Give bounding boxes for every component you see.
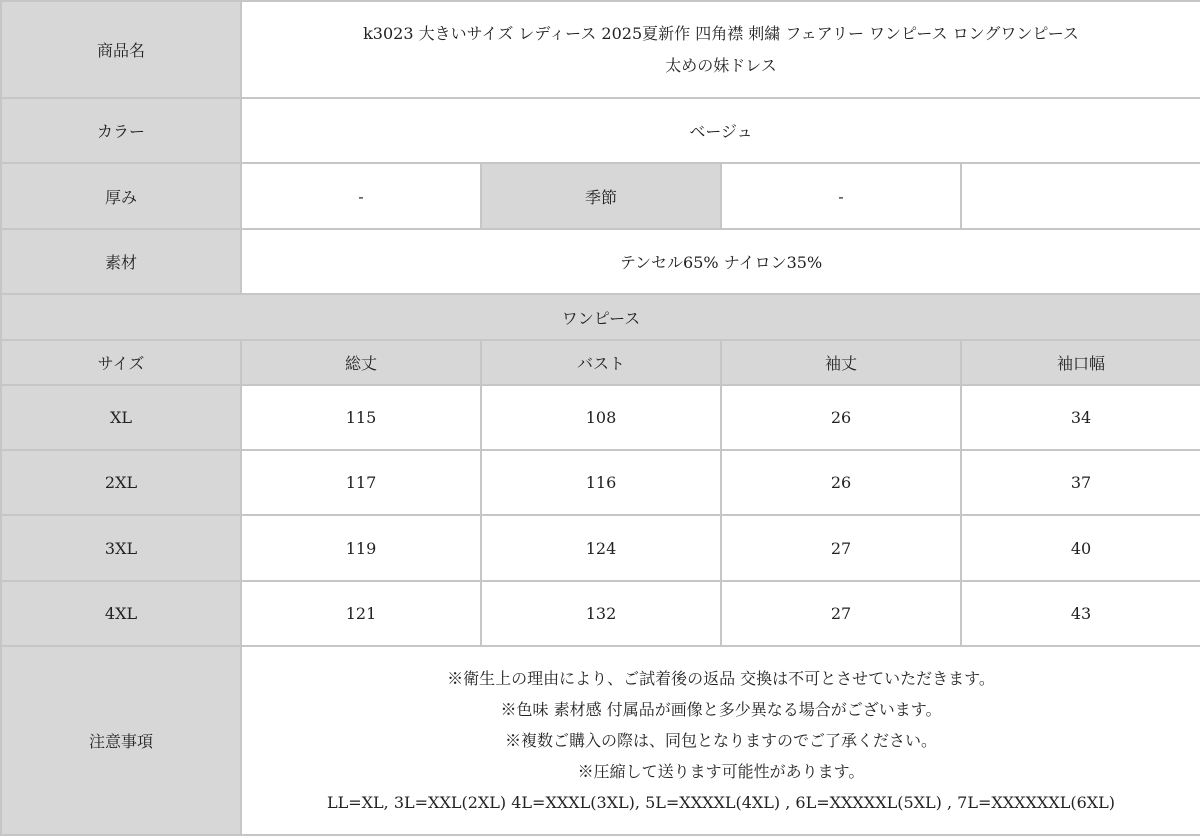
size-cell: XL bbox=[1, 385, 241, 450]
sleeve-length-cell: 26 bbox=[721, 385, 961, 450]
size-header-row bbox=[1, 340, 1200, 385]
size-mapping-line: LL=XL, 3L=XXL(2XL) 4L=XXXL(3XL), 5L=XXXXL(4XL) , 6L=XXXXXL(5XL) , 7L=XXXXXXL(6XL) bbox=[327, 793, 1116, 812]
material-row bbox=[1, 229, 1200, 294]
product-name-label: 商品名 bbox=[1, 1, 241, 98]
bust-cell: 124 bbox=[481, 515, 721, 581]
length-cell: 119 bbox=[241, 515, 481, 581]
thickness-label: 厚み bbox=[1, 163, 241, 229]
thickness-value: - bbox=[241, 163, 481, 229]
color-value: ベージュ bbox=[241, 98, 1200, 163]
product-name-row bbox=[1, 1, 1200, 98]
bust-cell: 116 bbox=[481, 450, 721, 515]
note-line: ※色味 素材感 付属品が画像と多少異なる場合がございます。 bbox=[500, 700, 942, 719]
sleeve-length-cell: 27 bbox=[721, 515, 961, 581]
season-label: 季節 bbox=[481, 163, 721, 229]
note-line: ※複数ご購入の際は、同包となりますのでご了承ください。 bbox=[505, 731, 938, 750]
color-row bbox=[1, 98, 1200, 163]
note-line: ※圧縮して送ります可能性があります。 bbox=[577, 762, 865, 781]
cuff-width-cell: 40 bbox=[961, 515, 1200, 581]
length-cell: 121 bbox=[241, 581, 481, 646]
size-cell: 3XL bbox=[1, 515, 241, 581]
sleeve-length-cell: 27 bbox=[721, 581, 961, 646]
product-name-cell bbox=[241, 1, 1200, 98]
size-cell: 4XL bbox=[1, 581, 241, 646]
size-cell: 2XL bbox=[1, 450, 241, 515]
notes-row bbox=[1, 646, 1200, 835]
length-cell: 115 bbox=[241, 385, 481, 450]
section-title-row bbox=[1, 294, 1200, 340]
thickness-season-row bbox=[1, 163, 1200, 229]
cuff-width-cell: 34 bbox=[961, 385, 1200, 450]
table-row bbox=[1, 450, 1200, 515]
season-value: - bbox=[721, 163, 961, 229]
sleeve-length-header: 袖丈 bbox=[721, 340, 961, 385]
product-name-line-2: 太めの妹ドレス bbox=[665, 55, 777, 75]
cuff-width-header: 袖口幅 bbox=[961, 340, 1200, 385]
material-label: 素材 bbox=[1, 229, 241, 294]
table-row bbox=[1, 515, 1200, 581]
length-header: 総丈 bbox=[241, 340, 481, 385]
empty-cell bbox=[961, 163, 1200, 229]
bust-cell: 132 bbox=[481, 581, 721, 646]
product-name-line-1: k3023 大きいサイズ レディース 2025夏新作 四角襟 刺繍 フェアリー ワンピース ロングワンピース bbox=[363, 23, 1079, 43]
notes-label: 注意事項 bbox=[1, 646, 241, 835]
table-row bbox=[1, 385, 1200, 450]
length-cell: 117 bbox=[241, 450, 481, 515]
sleeve-length-cell: 26 bbox=[721, 450, 961, 515]
material-value: テンセル65% ナイロン35% bbox=[241, 229, 1200, 294]
table-row bbox=[1, 581, 1200, 646]
size-header: サイズ bbox=[1, 340, 241, 385]
notes-cell bbox=[241, 646, 1200, 835]
cuff-width-cell: 43 bbox=[961, 581, 1200, 646]
bust-cell: 108 bbox=[481, 385, 721, 450]
cuff-width-cell: 37 bbox=[961, 450, 1200, 515]
color-label: カラー bbox=[1, 98, 241, 163]
bust-header: バスト bbox=[481, 340, 721, 385]
note-line: ※衛生上の理由により、ご試着後の返品 交換は不可とさせていただきます。 bbox=[447, 669, 995, 688]
section-title: ワンピース bbox=[1, 294, 1200, 340]
